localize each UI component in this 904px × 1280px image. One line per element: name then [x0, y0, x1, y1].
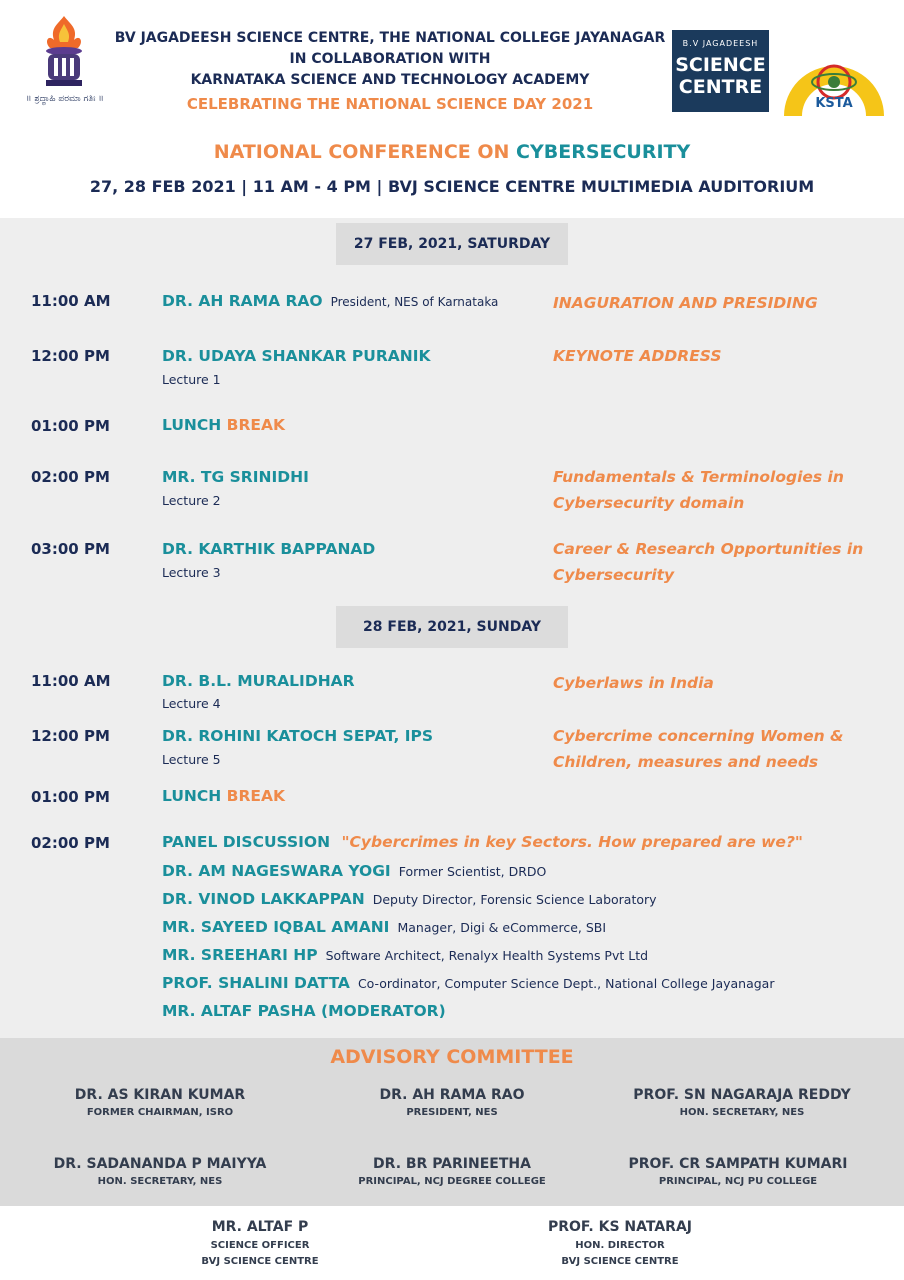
organiser-name: MR. ALTAF P — [211, 1219, 309, 1235]
advisor-role: PRINCIPAL, NCJ DEGREE COLLEGE — [358, 1176, 546, 1187]
slot-time: 02:00 PM — [31, 834, 110, 852]
header-line-2: IN COLLABORATION WITH — [289, 51, 491, 67]
college-emblem-logo — [40, 14, 88, 90]
ksta-text: KSTA — [815, 96, 853, 111]
panelist — [162, 946, 648, 964]
organiser-role-1: HON. DIRECTOR — [575, 1240, 665, 1251]
speaker-name: DR. ROHINI KATOCH SEPAT, IPS — [162, 727, 434, 745]
logo-line-1: SCIENCE — [675, 54, 766, 76]
header-line-3: KARNATAKA SCIENCE AND TECHNOLOGY ACADEMY — [190, 72, 590, 88]
panelist-name: MR. SREEHARI HP — [162, 946, 318, 964]
speaker-name: DR. UDAYA SHANKAR PURANIK — [162, 347, 431, 365]
slot-time: 12:00 PM — [31, 347, 110, 365]
panelist-role: Former Scientist, DRDO — [398, 864, 547, 879]
panelist-name: MR. ALTAF PASHA (MODERATOR) — [162, 1002, 446, 1020]
advisor-name: DR. BR PARINEETHA — [373, 1156, 531, 1172]
organiser-role-2: BVJ SCIENCE CENTRE — [561, 1256, 679, 1267]
panelist-name: PROF. SHALINI DATTA — [162, 974, 350, 992]
organiser-role-1: SCIENCE OFFICER — [210, 1240, 310, 1251]
panelist — [162, 1002, 446, 1020]
session-topic — [553, 536, 883, 588]
advisor-name: DR. AS KIRAN KUMAR — [74, 1087, 246, 1103]
advisor-role: FORMER CHAIRMAN, ISRO — [86, 1107, 234, 1118]
science-centre-logo — [672, 30, 769, 112]
panelist-role: Deputy Director, Forensic Science Laboratory — [372, 892, 657, 907]
panel-topic: "Cybercrimes in key Sectors. How prepared are we?" — [341, 833, 804, 851]
session-topic: INAGURATION AND PRESIDING — [553, 294, 818, 312]
speaker-name: DR. KARTHIK BAPPANAD — [162, 540, 376, 558]
lecture-label: Lecture 3 — [162, 565, 221, 580]
panelist-name: DR. AM NAGESWARA YOGI — [162, 862, 391, 880]
panelist-name: DR. VINOD LAKKAPPAN — [162, 890, 365, 908]
lunch-break — [162, 787, 285, 805]
conference-title — [0, 141, 904, 163]
day-2-heading: 28 FEB, 2021, SUNDAY — [336, 606, 568, 648]
advisor-role: PRINCIPAL, NCJ PU COLLEGE — [658, 1176, 818, 1187]
advisory-title: ADVISORY COMMITTEE — [330, 1046, 574, 1068]
panelist — [162, 974, 774, 992]
title-part-1: NATIONAL CONFERENCE ON — [213, 141, 517, 163]
session-topic: KEYNOTE ADDRESS — [553, 347, 722, 365]
slot-time: 02:00 PM — [31, 468, 110, 486]
speaker-name: MR. TG SRINIDHI — [162, 468, 309, 486]
panelist — [162, 862, 546, 880]
topic-line-2: Cybersecurity domain — [553, 494, 745, 512]
slot-time: 11:00 AM — [31, 672, 111, 690]
slot-time: 01:00 PM — [31, 417, 110, 435]
panelist-role: Software Architect, Renalyx Health Systems Pvt Ltd — [325, 948, 649, 963]
lecture-label: Lecture 2 — [162, 493, 221, 508]
advisor-name: PROF. SN NAGARAJA REDDY — [633, 1087, 851, 1103]
header-line-4: CELEBRATING THE NATIONAL SCIENCE DAY 2021 — [186, 95, 594, 113]
slot-time: 03:00 PM — [31, 540, 110, 558]
lecture-label: Lecture 5 — [162, 752, 221, 767]
panelist — [162, 890, 657, 908]
slot-time: 12:00 PM — [31, 727, 110, 745]
logo-top-text: B.V JAGADEESH — [682, 39, 759, 48]
panelist-role: Manager, Digi & eCommerce, SBI — [397, 920, 607, 935]
lunch-text: LUNCH — [162, 787, 222, 805]
panel-label: PANEL DISCUSSION — [162, 833, 331, 851]
panelist-name: MR. SAYEED IQBAL AMANI — [162, 918, 390, 936]
advisor-role: HON. SECRETARY, NES — [679, 1107, 805, 1118]
speaker-name: DR. B.L. MURALIDHAR — [162, 672, 355, 690]
panel-discussion-heading — [162, 833, 803, 851]
logo-line-2: CENTRE — [678, 76, 763, 98]
header-line-1: BV JAGADEESH SCIENCE CENTRE, THE NATIONAL COLLEGE JAYANAGAR — [114, 30, 666, 46]
conference-subtitle: 27, 28 FEB 2021 | 11 AM - 4 PM | BVJ SCIENCE CENTRE MULTIMEDIA AUDITORIUM — [89, 177, 815, 196]
session-topic — [553, 723, 883, 775]
lecture-label: Lecture 1 — [162, 372, 221, 387]
panelist — [162, 918, 606, 936]
lunch-text: LUNCH — [162, 416, 222, 434]
organiser-name: PROF. KS NATARAJ — [547, 1219, 693, 1235]
speaker-role: President, NES of Karnataka — [330, 295, 499, 309]
advisor-name: DR. SADANANDA P MAIYYA — [53, 1156, 267, 1172]
session-topic — [553, 464, 883, 516]
speaker-name-text: DR. AH RAMA RAO — [162, 292, 323, 310]
lunch-break — [162, 416, 285, 434]
topic-line-1: Fundamentals & Terminologies in — [553, 468, 844, 486]
topic-line-2: Children, measures and needs — [553, 753, 819, 771]
topic-line-1: Cybercrime concerning Women & — [553, 727, 844, 745]
advisor-role: HON. SECRETARY, NES — [97, 1176, 223, 1187]
advisor-name: PROF. CR SAMPATH KUMARI — [628, 1156, 848, 1172]
speaker-name — [162, 292, 498, 310]
motto-text: ॥ ಶ್ರದ್ಧಾಹಿ ಪರಮಾ ಗತಿಃ ॥ — [26, 94, 104, 104]
day-1-heading: 27 FEB, 2021, SATURDAY — [336, 223, 568, 265]
break-text: BREAK — [226, 787, 285, 805]
slot-time: 01:00 PM — [31, 788, 110, 806]
session-topic: Cyberlaws in India — [553, 674, 714, 692]
topic-line-1: Career & Research Opportunities in — [553, 540, 864, 558]
topic-line-2: Cybersecurity — [553, 566, 675, 584]
advisor-name: DR. AH RAMA RAO — [379, 1087, 525, 1103]
lecture-label: Lecture 4 — [162, 696, 221, 711]
organiser-role-2: BVJ SCIENCE CENTRE — [201, 1256, 319, 1267]
slot-time: 11:00 AM — [31, 292, 111, 310]
ksta-logo — [780, 24, 888, 116]
break-text: BREAK — [226, 416, 285, 434]
panelist-role: Co-ordinator, Computer Science Dept., National College Jayanagar — [357, 976, 775, 991]
advisor-role: PRESIDENT, NES — [406, 1107, 498, 1118]
title-part-2: CYBERSECURITY — [516, 141, 691, 163]
